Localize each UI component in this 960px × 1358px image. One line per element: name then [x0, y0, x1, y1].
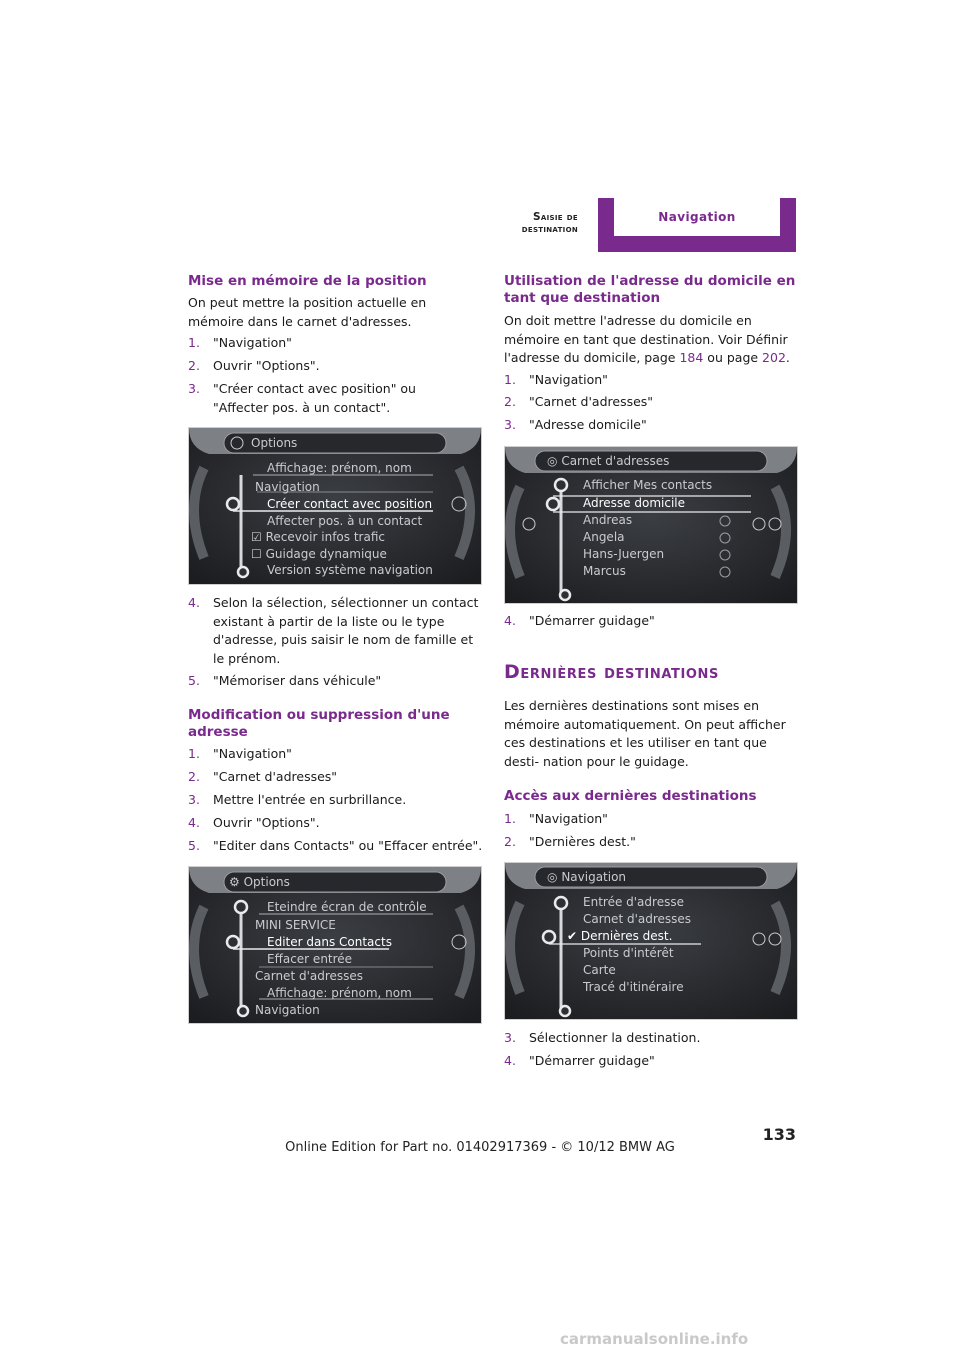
page-number: 133: [762, 1125, 796, 1144]
menu-item-selected: Adresse domicile: [583, 496, 685, 510]
menu-item: Andreas: [583, 513, 633, 527]
chapter-tab-label: Navigation: [658, 210, 736, 224]
menu-item: Points d'intérêt: [583, 946, 674, 960]
menu-item-selected: Editer dans Contacts: [267, 935, 392, 949]
step-item: 1. "Navigation": [504, 372, 608, 387]
watermark: carmanualsonline.info: [560, 1330, 749, 1348]
page-link-184[interactable]: 184: [679, 350, 704, 365]
section-title-save-position: Mise en mémoire de la position: [188, 273, 427, 289]
screenshot-options-save-position: [188, 427, 482, 585]
main-heading-recent-destinations: Dernières destinations: [504, 661, 719, 683]
step-item: 1. "Navigation": [188, 335, 292, 350]
menu-item: Carte: [583, 963, 616, 977]
menu-item-checkbox: ☐ Guidage dynamique: [251, 547, 387, 561]
menu-item: Affichage: prénom, nom: [267, 461, 412, 475]
step-item: 3. "Créer contact avec position" ou "Affecter pos. à un contact".: [188, 381, 416, 415]
step-item: 5. "Mémoriser dans véhicule": [188, 673, 382, 688]
step-item: 3. "Adresse domicile": [504, 417, 647, 432]
section-title-home-address: Utilisation de l'adresse du domicile en tant que destination: [504, 273, 796, 306]
step-item: 2. "Dernières dest.": [504, 834, 636, 849]
menu-item: Entrée d'adresse: [583, 895, 684, 909]
step-item: 4. Ouvrir "Options".: [188, 815, 320, 830]
menu-item: Tracé d'itinéraire: [583, 980, 684, 994]
running-header-section: Saisie de destination: [521, 211, 578, 235]
screenshot-navigation-menu: [504, 862, 798, 1020]
screen-frame: [505, 447, 797, 603]
section-intro-home-address: On doit mettre l'adresse du domicile en mémoire en tant que destination. Voir Définir l'adresse du domicile, page 184 ou page 202.: [504, 313, 790, 365]
menu-item: MINI SERVICE: [255, 918, 336, 932]
step-item: 2. Ouvrir "Options".: [188, 358, 320, 373]
step-item: 5. "Editer dans Contacts" ou "Effacer entrée".: [188, 838, 483, 853]
screen-title: ⚙ Options: [229, 875, 290, 889]
menu-item: Navigation: [255, 1003, 320, 1017]
menu-item: Affichage: prénom, nom: [267, 986, 412, 1000]
step-item: 4. "Démarrer guidage": [504, 613, 655, 628]
recent-destinations-intro: Les dernières destinations sont mises en mémoire automatiquement. On peut afficher ces destinations et les utiliser en tant que desti- nation pour le guidage.: [504, 698, 786, 769]
section-title-access-recent: Accès aux dernières destinations: [504, 788, 757, 804]
menu-item-selected: Créer contact avec position: [267, 497, 433, 511]
screen-title: Options: [251, 436, 298, 450]
options-icon: ⚙: [229, 875, 240, 889]
menu-item: Effacer entrée: [267, 952, 353, 966]
menu-item-selected: ✔ Dernières dest.: [567, 929, 673, 943]
page-link-202[interactable]: 202: [762, 350, 786, 365]
step-item: 3. Mettre l'entrée en surbrillance.: [188, 792, 407, 807]
step-item: 2. "Carnet d'adresses": [504, 394, 654, 409]
checkmark-icon: ✔: [567, 929, 578, 943]
menu-item: Carnet d'adresses: [255, 969, 364, 983]
step-item: 2. "Carnet d'adresses": [188, 769, 338, 784]
section-intro-save-position: On peut mettre la position actuelle en mémoire dans le carnet d'adresses.: [188, 295, 427, 329]
menu-item: Carnet d'adresses: [583, 912, 692, 926]
step-item: 3. Sélectionner la destination.: [504, 1030, 701, 1045]
globe-icon: ◎: [547, 870, 558, 884]
screenshot-address-book: [504, 446, 798, 604]
edition-footer: Online Edition for Part no. 01402917369 - © 10/12 BMW AG: [285, 1140, 675, 1155]
menu-item: Afficher Mes contacts: [583, 478, 713, 492]
menu-item: Eteindre écran de contrôle: [267, 900, 427, 914]
screenshot-options-edit-contact: [188, 866, 482, 1024]
menu-item-checkbox: ☑ Recevoir infos trafic: [251, 530, 385, 544]
menu-item: Affecter pos. à un contact: [267, 514, 423, 528]
menu-item: Marcus: [583, 564, 626, 578]
menu-item: Version système navigation: [267, 563, 433, 577]
step-item: 1. "Navigation": [504, 811, 608, 826]
screen-title: ◎ Navigation: [547, 870, 627, 884]
section-title-edit-address: Modification ou suppression d'une adresse: [188, 707, 450, 740]
step-item: 4. Selon la sélection, sélectionner un contact existant à partir de la liste ou le type d'adresse, puis saisir le nom de famille et le prénom.: [188, 595, 479, 666]
step-item: 4. "Démarrer guidage": [504, 1053, 655, 1068]
globe-icon: ◎: [547, 454, 558, 468]
menu-item: Angela: [583, 530, 625, 544]
menu-item: Navigation: [255, 480, 320, 494]
screen-title: ◎ Carnet d'adresses: [547, 454, 670, 468]
step-item: 1. "Navigation": [188, 746, 292, 761]
menu-item: Hans-Juergen: [583, 547, 665, 561]
